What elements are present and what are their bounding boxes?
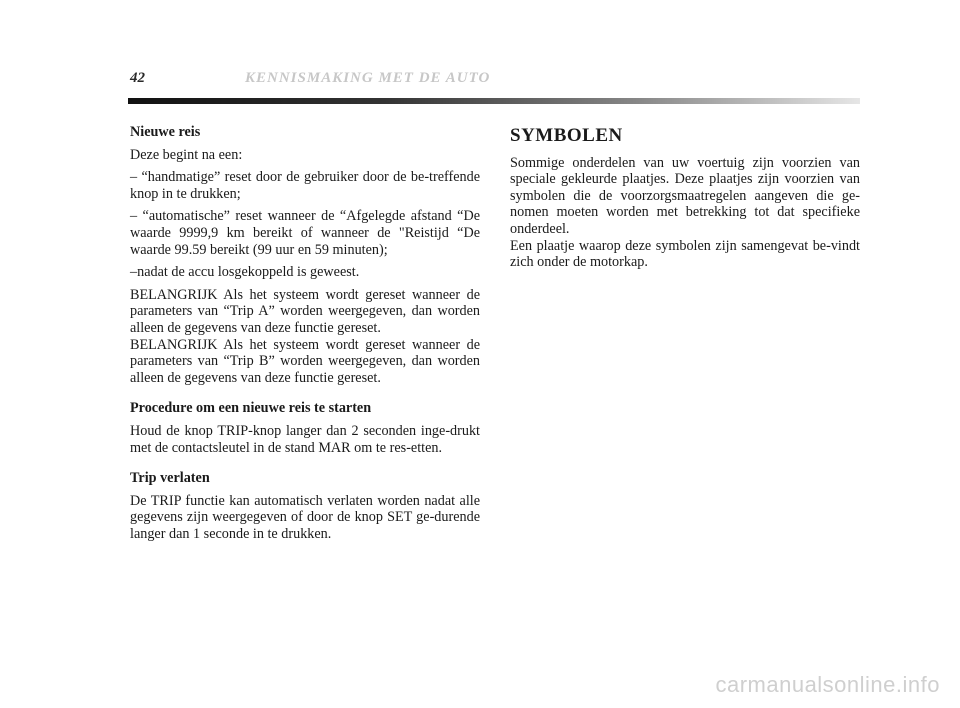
- paragraph: Een plaatje waarop deze symbolen zijn samengevat be-vindt zich onder de motorkap.: [510, 237, 860, 271]
- paragraph: De TRIP functie kan automatisch verlaten worden nadat alle gegevens zijn weergegeven of door de knop SET ge-durende langer dan 1 seconde in te drukken.: [130, 492, 480, 542]
- right-column: [510, 124, 860, 271]
- paragraph: – “handmatige” reset door de gebruiker door de be-treffende knop in te drukken;: [130, 169, 480, 202]
- section-title-symbolen: SYMBOLEN: [510, 125, 623, 146]
- section-title-trip-verlaten: Trip verlaten: [130, 470, 210, 487]
- page-number: 42: [130, 70, 145, 86]
- paragraph: –nadat de accu losgekoppeld is geweest.: [130, 264, 360, 281]
- paragraph: Sommige onderdelen van uw voertuig zijn voorzien van speciale gekleurde plaatjes. Deze plaatjes zijn voorzien van symbolen die de voorzorgsmaatregelen aangeven die ge-nomen moeten worden met betrekking tot dat specifieke onderdeel.: [510, 154, 860, 237]
- section-title-nieuwe-reis: Nieuwe reis: [130, 124, 201, 140]
- paragraph: BELANGRIJK Als het systeem wordt gereset wanneer de parameters van “Trip A” worden weergegeven, dan worden alleen de gegevens van deze functie gereset.: [130, 286, 480, 336]
- watermark: carmanualsonline.info: [715, 672, 940, 697]
- paragraph: Houd de knop TRIP-knop langer dan 2 seconden inge-drukt met de contactsleutel in de stand MAR om te res-etten.: [130, 422, 480, 456]
- paragraph: BELANGRIJK Als het systeem wordt gereset wanneer de parameters van “Trip B” worden weergegeven, dan worden alleen de gegevens van deze functie gereset.: [130, 336, 480, 386]
- left-column: [130, 124, 480, 542]
- section-title-procedure: Procedure om een nieuwe reis te starten: [130, 400, 372, 417]
- paragraph: Deze begint na een:: [130, 146, 243, 163]
- running-head-title: KENNISMAKING MET DE AUTO: [245, 70, 491, 86]
- header-rule: [128, 98, 860, 104]
- paragraph: – “automatische” reset wanneer de “Afgelegde afstand “De waarde 9999,9 km bereikt of wanneer de "Reistijd “De waarde 99.59 bereikt (99 uur en 59 minuten);: [130, 208, 480, 258]
